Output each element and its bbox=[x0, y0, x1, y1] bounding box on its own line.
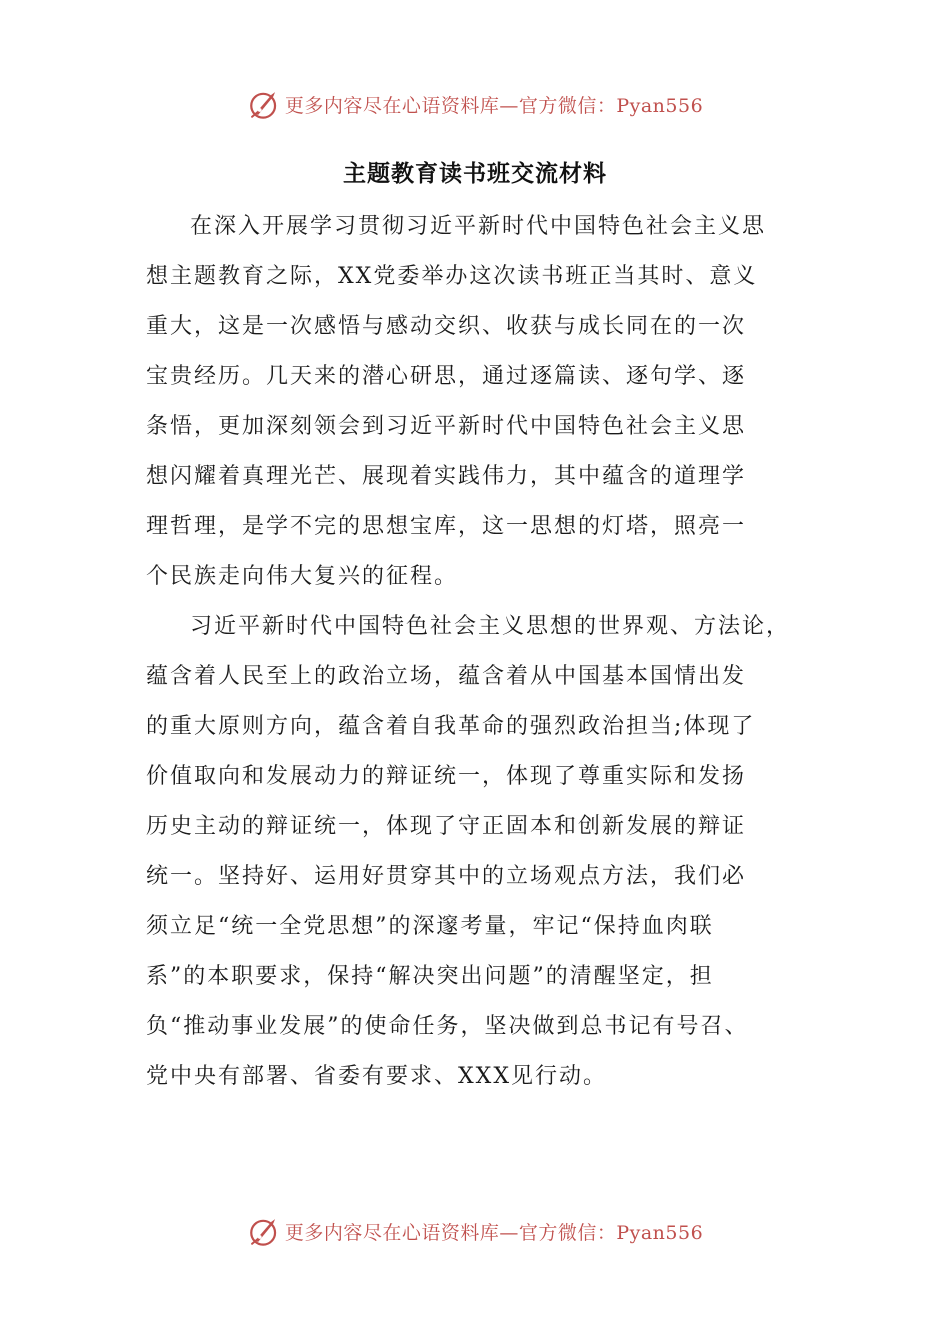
document-body bbox=[146, 202, 806, 1102]
text-line: 价值取向和发展动力的辩证统一，体现了尊重实际和发扬 bbox=[146, 764, 747, 789]
text-line: 历史主动的辩证统一，体现了守正固本和创新发展的辩证 bbox=[146, 814, 747, 839]
document-title: 主题教育读书班交流材料 bbox=[343, 160, 607, 187]
text-line: 党中央有部署、省委有要求、XXX见行动。 bbox=[146, 1064, 607, 1089]
text-line: 重大，这是一次感悟与感动交织、收获与成长同在的一次 bbox=[146, 314, 747, 339]
quill-pen-logo-icon bbox=[247, 87, 281, 121]
text-line: 蕴含着人民至上的政治立场，蕴含着从中国基本国情出发 bbox=[146, 664, 747, 689]
text-line: 负“推动事业发展”的使命任务，坚决做到总书记有号召、 bbox=[146, 1014, 749, 1039]
watermark-text: 更多内容尽在心语资料库—官方微信：Pyan556 bbox=[284, 94, 704, 117]
text-line: 想闪耀着真理光芒、展现着实践伟力，其中蕴含的道理学 bbox=[146, 464, 747, 489]
text-line: 理哲理，是学不完的思想宝库，这一思想的灯塔，照亮一 bbox=[146, 514, 747, 539]
watermark-text: 更多内容尽在心语资料库—官方微信：Pyan556 bbox=[284, 1221, 704, 1244]
footer-watermark-banner bbox=[0, 1211, 950, 1251]
text-line: 条悟，更加深刻领会到习近平新时代中国特色社会主义思 bbox=[146, 414, 747, 439]
text-line: 习近平新时代中国特色社会主义思想的世界观、方法论， bbox=[190, 614, 791, 639]
quill-pen-logo-icon bbox=[247, 1214, 281, 1248]
text-line: 须立足“统一全党思想”的深邃考量，牢记“保持血肉联 bbox=[146, 914, 714, 939]
text-line: 系”的本职要求，保持“解决突出问题”的清醒坚定，担 bbox=[146, 964, 714, 989]
text-line: 统一。坚持好、运用好贯穿其中的立场观点方法，我们必 bbox=[146, 864, 747, 889]
text-line: 个民族走向伟大复兴的征程。 bbox=[146, 564, 459, 589]
paragraph-2 bbox=[146, 602, 806, 1102]
text-line: 在深入开展学习贯彻习近平新时代中国特色社会主义思 bbox=[190, 214, 767, 239]
header-watermark-banner bbox=[0, 84, 950, 124]
text-line: 的重大原则方向，蕴含着自我革命的强烈政治担当;体现了 bbox=[146, 714, 756, 739]
paragraph-1 bbox=[146, 202, 806, 602]
text-line: 宝贵经历。几天来的潜心研思，通过逐篇读、逐句学、逐 bbox=[146, 364, 747, 389]
text-line: 想主题教育之际，XX党委举办这次读书班正当其时、意义 bbox=[146, 264, 758, 289]
